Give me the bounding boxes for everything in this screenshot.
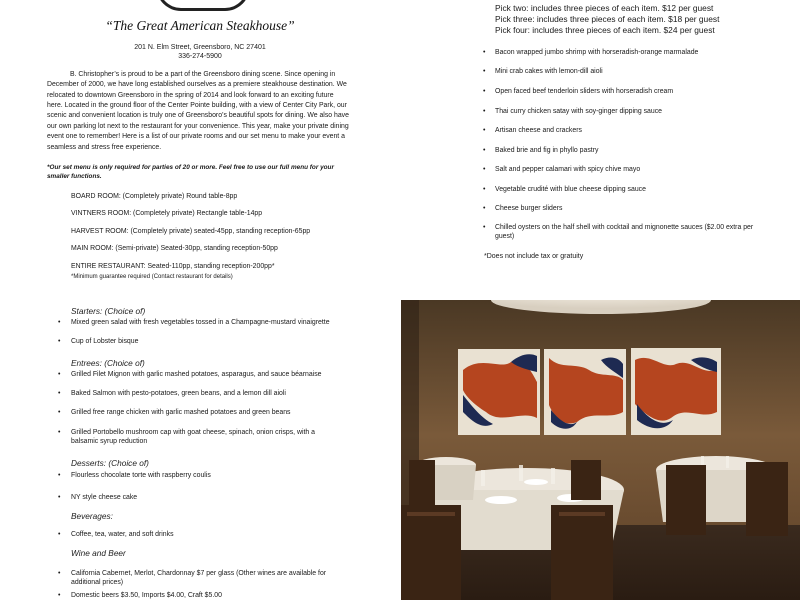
room-main: MAIN ROOM: (Semi-private) Seated-30pp, standing reception-50pp (71, 245, 278, 252)
starters-title: Starters: (Choice of) (71, 306, 146, 316)
room-vintners: VINTNERS ROOM: (Completely private) Rectangle table-14pp (71, 210, 263, 217)
wine-1: California Cabernet, Merlot, Chardonnay $7 per glass (Other wines are available for additional prices) (71, 570, 327, 587)
starter-1: Mixed green salad with fresh vegetables tossed in a Champagne-mustard vinaigrette (71, 319, 330, 326)
appetizer-7: Salt and pepper calamari with spicy chive mayo (495, 166, 641, 173)
list-item (58, 493, 343, 502)
appetizer-2: Mini crab cakes with lemon-dill aioli (495, 68, 603, 75)
entree-3: Grilled free range chicken with garlic mashed potatoes and green beans (71, 409, 291, 416)
set-menu-note: *Our set menu is only required for parties of 20 or more. Feel free to use our full menu for your smaller functions. (47, 164, 334, 180)
bullet-icon: • (58, 319, 61, 326)
painting-triptych (458, 348, 721, 435)
bullet-icon: • (483, 68, 486, 75)
wine-title: Wine and Beer (71, 548, 126, 558)
list-item (58, 471, 343, 480)
bullet-icon: • (483, 205, 486, 212)
pick-two: Pick two: includes three pieces of each item. $12 per guest (495, 3, 714, 13)
bullet-icon: • (483, 49, 486, 56)
bullet-icon: • (58, 390, 61, 397)
appetizer-10: Chilled oysters on the half shell with cocktail and mignonette sauces ($2.00 extra per guest) (495, 224, 754, 241)
logo-arc (156, 0, 250, 11)
appetizer-5: Artisan cheese and crackers (495, 127, 582, 134)
bullet-icon: • (58, 338, 61, 345)
list-item (483, 126, 760, 135)
list-item (483, 107, 760, 116)
bullet-icon: • (58, 472, 61, 479)
list-item (58, 389, 343, 398)
appetizer-9: Cheese burger sliders (495, 205, 563, 212)
list-item (483, 185, 760, 194)
bullet-icon: • (58, 592, 61, 599)
beverages-title: Beverages: (71, 511, 113, 521)
list-item (58, 337, 343, 346)
list-item (483, 146, 760, 155)
room-note: *Minimum guarantee required (Contact restaurant for details) (71, 274, 233, 280)
phone: 336-274-5900 (178, 53, 222, 60)
list-item (58, 318, 343, 327)
entrees-title: Entrees: (Choice of) (71, 358, 145, 368)
list-item (483, 87, 760, 96)
list-item (483, 48, 760, 57)
bullet-icon: • (483, 127, 486, 134)
bullet-icon: • (58, 570, 61, 577)
list-item (58, 370, 343, 379)
list-item (58, 428, 343, 447)
list-item (58, 408, 343, 417)
list-item (483, 165, 760, 174)
address: 201 N. Elm Street, Greensboro, NC 27401 (134, 44, 266, 51)
room-board: BOARD ROOM: (Completely private) Round table-8pp (71, 193, 238, 200)
bullet-icon: • (483, 224, 486, 231)
tagline: “The Great American Steakhouse” (105, 18, 295, 33)
bullet-icon: • (58, 371, 61, 378)
list-item (483, 204, 760, 213)
bullet-icon: • (58, 409, 61, 416)
pick-three: Pick three: includes three pieces of each item. $18 per guest (495, 14, 720, 24)
appetizer-1: Bacon wrapped jumbo shrimp with horseradish-orange marmalade (495, 49, 699, 56)
bullet-icon: • (483, 186, 486, 193)
dining-room-photo (401, 300, 800, 600)
list-item (58, 591, 343, 600)
bullet-icon: • (58, 494, 61, 501)
list-item (483, 67, 760, 76)
list-item (483, 223, 760, 242)
bullet-icon: • (58, 531, 61, 538)
entree-2: Baked Salmon with pesto-potatoes, green beans, and a lemon dill aioli (71, 390, 286, 397)
dessert-1: Flourless chocolate torte with raspberry coulis (71, 472, 211, 479)
appetizer-4: Thai curry chicken satay with soy-ginger dipping sauce (495, 108, 662, 115)
desserts-title: Desserts: (Choice of) (71, 458, 149, 468)
room-entire: ENTIRE RESTAURANT: Seated-110pp, standing reception-200pp* (71, 263, 275, 270)
wine-2: Domestic beers $3.50, Imports $4.00, Craft $5.00 (71, 592, 222, 599)
tax-note: *Does not include tax or gratuity (484, 253, 584, 260)
appetizer-8: Vegetable crudité with blue cheese dipping sauce (495, 186, 646, 193)
dessert-2: NY style cheese cake (71, 494, 138, 501)
dining-room-illustration (401, 300, 800, 600)
list-item (58, 569, 343, 588)
appetizer-6: Baked brie and fig in phyllo pastry (495, 147, 599, 154)
bullet-icon: • (483, 108, 486, 115)
bullet-icon: • (483, 88, 486, 95)
bullet-icon: • (58, 429, 61, 436)
entree-4: Grilled Portobello mushroom cap with goat cheese, spinach, onion crisps, with a balsamic syrup reduction (71, 429, 315, 446)
intro-paragraph: B. Christopher’s is proud to be a part of the Greensboro dining scene. Since opening in December of 2000, we have long established ourselves as a premiere steakhouse destination. We relocated to downtown Greensboro in the spring of 2014 and look forward to an exciting future here. Located in the ground floor of the Center Pointe building, with a view of Center City Park, our scenic and convenient location is truly one of Greensboro’s beautiful spots for dining. We also have our own parking lot next to the restaurant for your convenience. This year, make your private dining event one to remember! Here is a list of our private rooms and our set menu to make your event a seamless and stress free experience. (47, 71, 349, 151)
room-harvest: HARVEST ROOM: (Completely private) seated-45pp, standing reception-65pp (71, 228, 311, 235)
beverage-1: Coffee, tea, water, and soft drinks (71, 531, 174, 538)
pick-four: Pick four: includes three pieces of each item. $24 per guest (495, 25, 715, 35)
list-item (58, 530, 343, 539)
appetizer-3: Open faced beef tenderloin sliders with horseradish cream (495, 88, 674, 95)
bullet-icon: • (483, 147, 486, 154)
entree-1: Grilled Filet Mignon with garlic mashed potatoes, asparagus, and sauce béarnaise (71, 371, 322, 378)
bullet-icon: • (483, 166, 486, 173)
starter-2: Cup of Lobster bisque (71, 338, 139, 345)
